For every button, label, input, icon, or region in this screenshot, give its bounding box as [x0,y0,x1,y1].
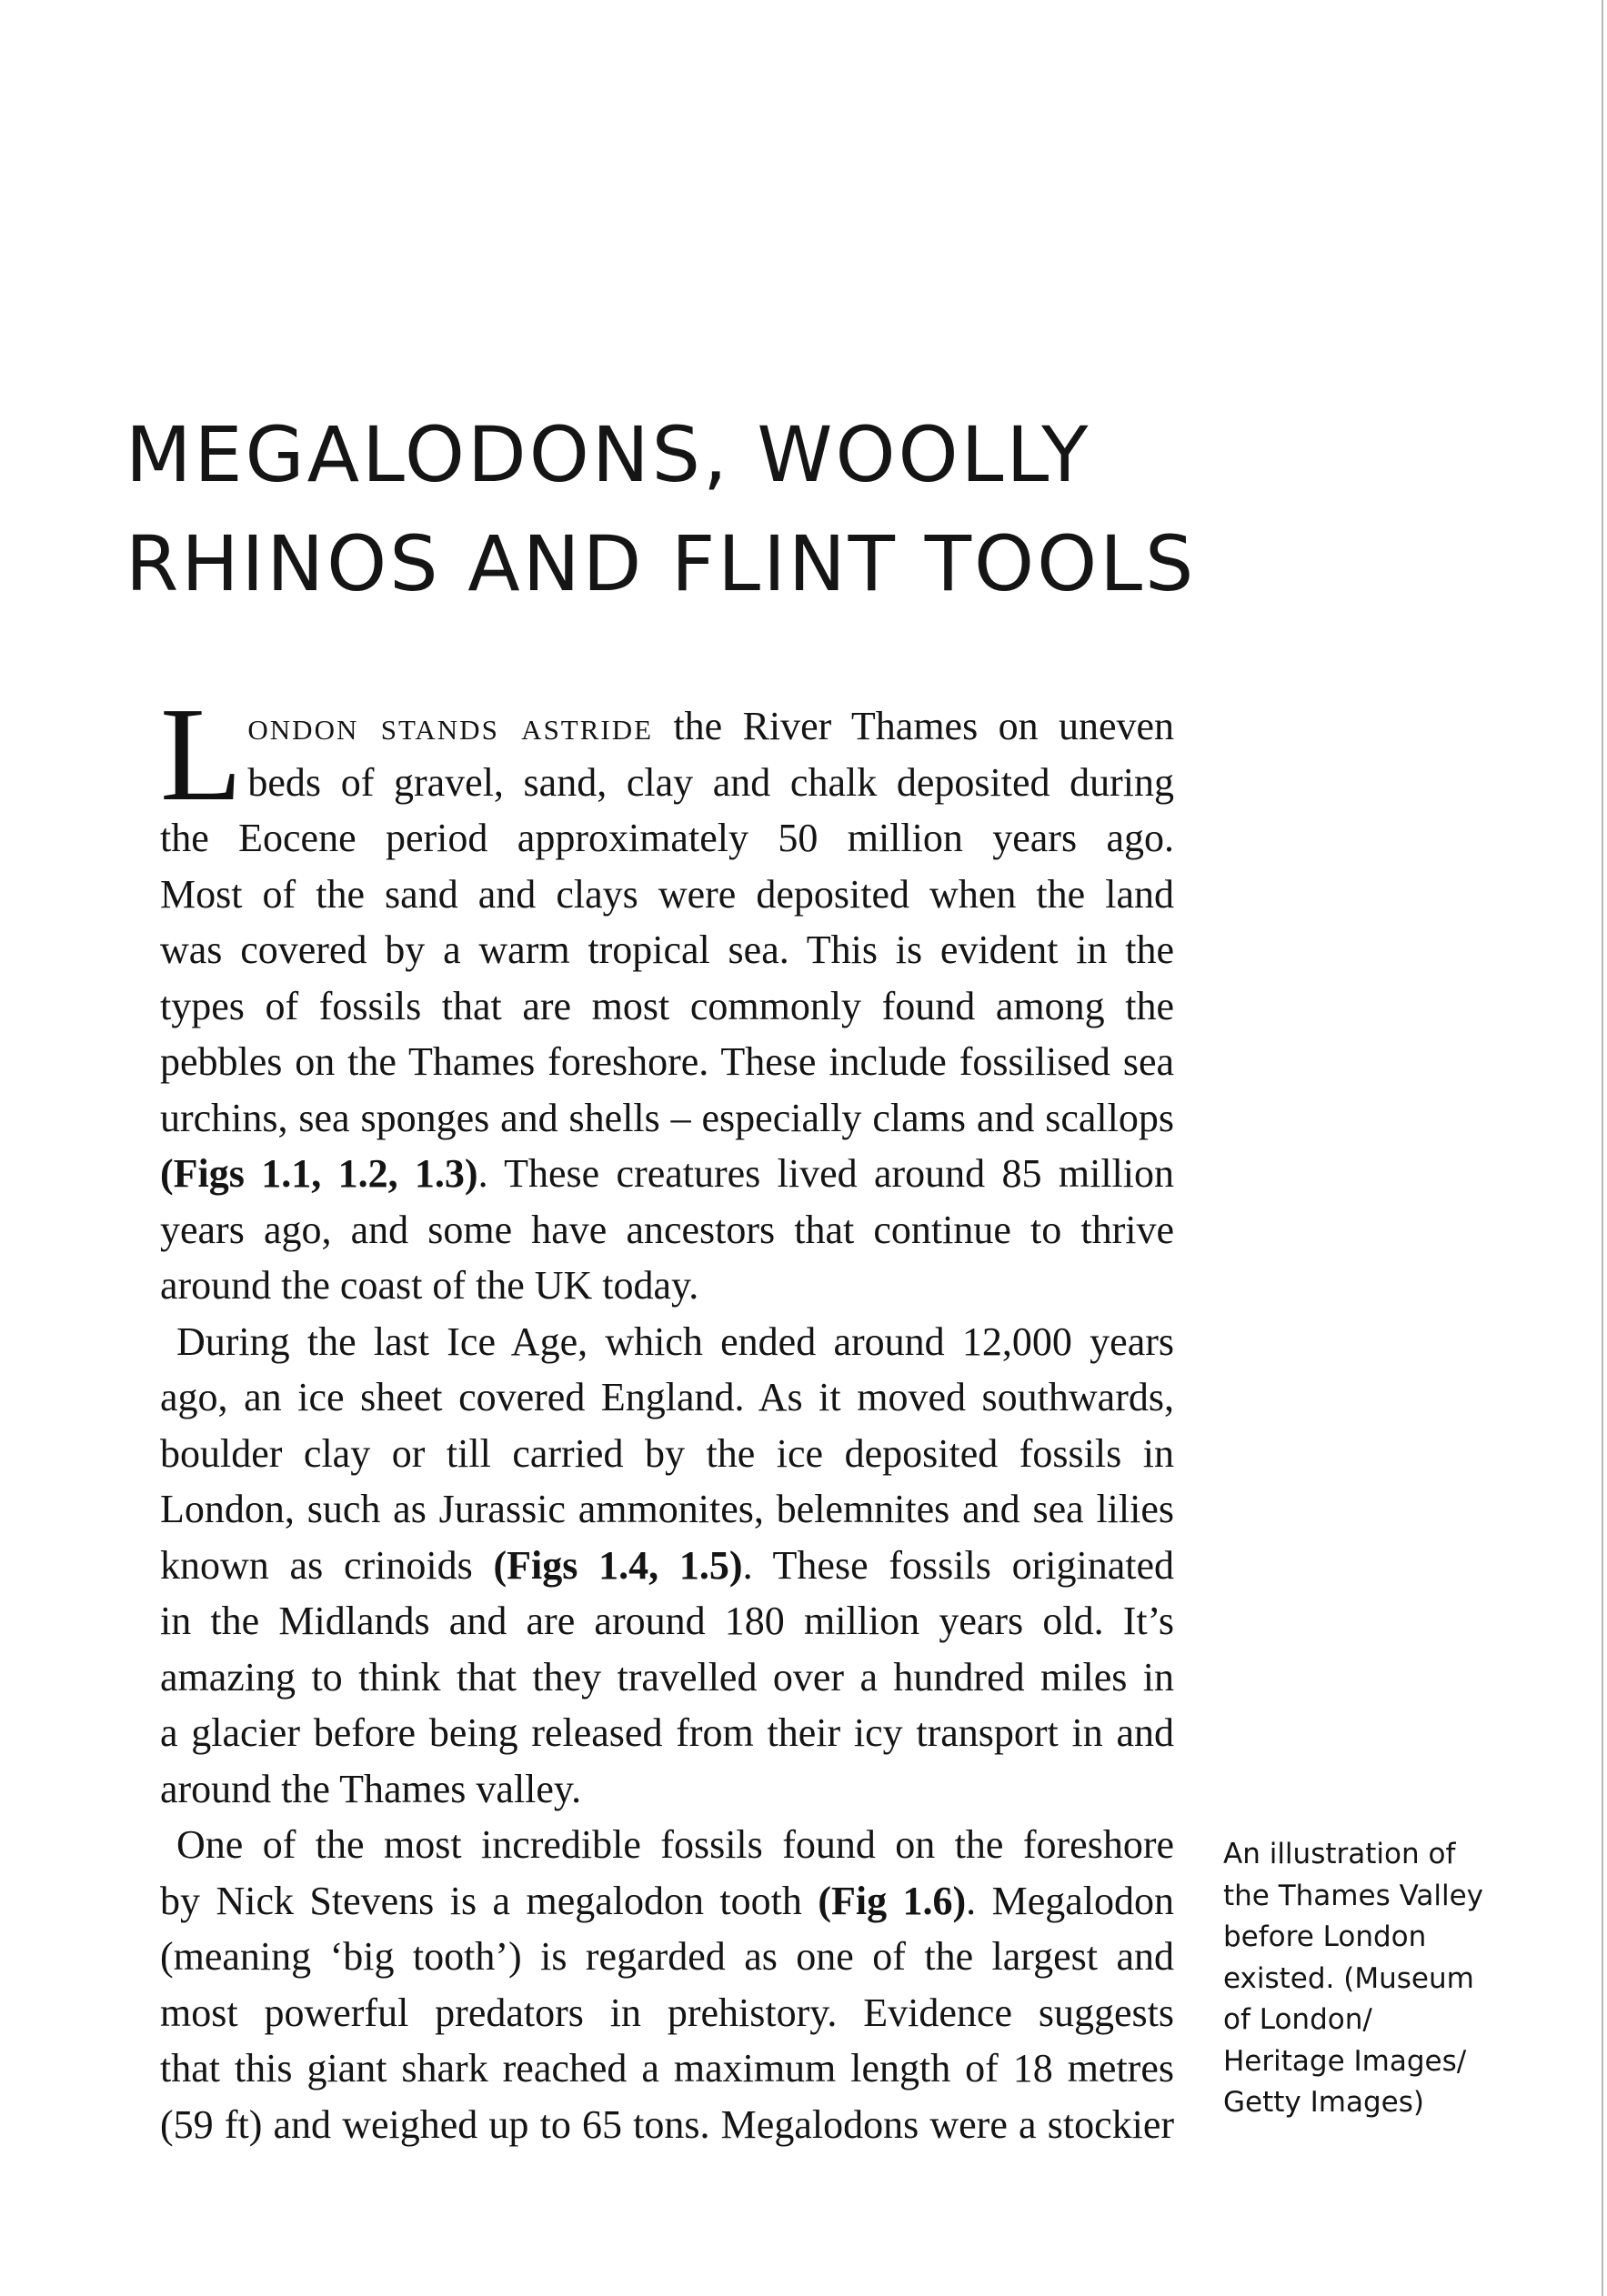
text-line: One of the most incredible fossils found on the foreshore [176,1822,1174,1867]
text-line: beds of gravel, sand, clay and chalk deposited during [247,759,1174,805]
text-line: ago, an ice sheet covered England. As it moved southwards, [160,1375,1174,1419]
text-line: Most of the sand and clays were deposited when the land [160,871,1174,917]
opening-small-caps: ondon stands astride [247,704,654,748]
caption-line: Getty Images) [1223,2086,1424,2119]
text-line: around the Thames valley. [160,1766,582,1811]
text-fragment: . These creatures lived around 85 million [477,1151,1174,1196]
text-line: in the Midlands and are around 180 million years old. It’s [160,1599,1174,1643]
chapter-title-line-1: MEGALODONS, WOOLLY [126,410,1091,499]
text-line: During the last Ice Age, which ended around 12,000 years [176,1318,1174,1364]
text-line: urchins, sea sponges and shells – especially clams and scallops [160,1095,1174,1140]
text-line [160,698,1174,755]
figure-reference: (Figs 1.1, 1.2, 1.3) [160,1151,478,1196]
body-text [160,680,1175,2152]
text-line [160,1146,1174,1202]
caption-line: existed. (Museum [1223,1961,1474,1995]
text-line: (meaning ‘big tooth’) is regarded as one of the largest and [160,1934,1174,1979]
paragraph-3 [160,1817,1174,2152]
text-line: a glacier before being released from their icy transport in and [160,1710,1174,1755]
text-line: boulder clay or till carried by the ice deposited fossils in [160,1430,1174,1476]
text-line: that this giant shark reached a maximum length of 18 metres [160,2046,1174,2090]
text-line: amazing to think that they travelled over a hundred miles in [160,1654,1174,1699]
text-line: most powerful predators in prehistory. Evidence suggests [160,1990,1174,2035]
paragraph-2 [160,1314,1174,1818]
caption-line: the Thames Valley [1223,1879,1484,1912]
text-fragment: by Nick Stevens is a megalodon tooth [160,1878,819,1923]
caption-line: Heritage Images/ [1223,2044,1467,2078]
caption-line: before London [1223,1920,1427,1953]
text-line [160,1873,1174,1930]
caption-line: of London/ [1223,2003,1372,2036]
caption-line: An illustration of [1223,1838,1456,1870]
text-line: pebbles on the Thames foreshore. These include fossilised sea [160,1039,1174,1084]
text-line: types of fossils that are most commonly found among the [160,983,1174,1028]
text-line: years ago, and some have ancestors that continue to thrive [160,1207,1174,1252]
paragraph-1 [160,680,1174,1314]
image-caption [1223,1834,1514,2124]
text-line: was covered by a warm tropical sea. This is evident in the [160,927,1174,972]
text-fragment: . These fossils originated [742,1542,1175,1588]
figure-reference: (Fig 1.6) [818,1878,967,1923]
chapter-title-line-2: RHINOS AND FLINT TOOLS [126,519,1197,608]
text-fragment: . Megalodon [966,1878,1174,1923]
text-line: London, such as Jurassic ammonites, belemnites and sea lilies [160,1487,1174,1531]
text-fragment: the River Thames on uneven [673,704,1174,748]
text-line [160,1538,1174,1594]
text-line: the Eocene period approximately 50 million years ago. [160,816,1174,860]
chapter-title [126,400,1490,618]
text-line: around the coast of the UK today. [160,1263,699,1308]
text-fragment: known as crinoids [160,1542,494,1588]
drop-cap: L [160,680,243,829]
text-line: (59 ft) and weighed up to 65 tons. Megalodons were a stockier [160,2101,1174,2147]
page-edge-line [1602,0,1603,2296]
figure-reference: (Figs 1.4, 1.5) [493,1542,743,1588]
